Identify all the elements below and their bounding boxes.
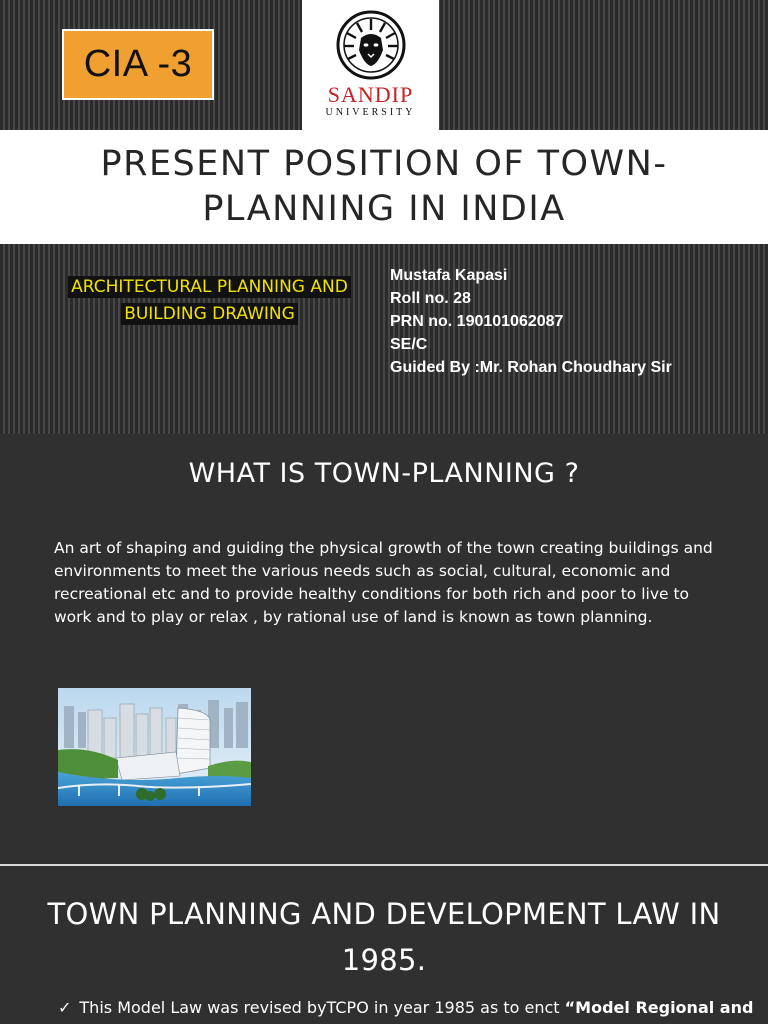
definition-slide	[0, 434, 768, 865]
checkmark-icon: ✓	[58, 998, 72, 1017]
logo-name: SANDIP	[327, 82, 414, 107]
presentation-title: PRESENT POSITION OF TOWN-PLANNING IN INDIA	[100, 144, 668, 229]
subject-text: ARCHITECTURAL PLANNING AND BUILDING DRAWING	[68, 276, 351, 325]
university-logo	[302, 0, 439, 130]
law-slide	[0, 866, 768, 1024]
title-band	[0, 130, 768, 244]
bullet-text: This Model Law was revised byTCPO in year 1985 as to enct	[79, 998, 565, 1017]
subject-label	[57, 274, 362, 328]
slide-heading: TOWN PLANNING AND DEVELOPMENT LAW IN 1985.	[47, 897, 721, 977]
roll-number: Roll no. 28	[390, 290, 471, 307]
guide-name: Guided By :Mr. Rohan Choudhary Sir	[390, 359, 672, 376]
slide-heading: WHAT IS TOWN-PLANNING ?	[188, 458, 580, 489]
prn-number: PRN no. 190101062087	[390, 313, 564, 330]
bullet-bold-text: “Model Regional and	[564, 998, 754, 1017]
cia-badge-label: CIA -3	[83, 43, 193, 85]
class-division: SE/C	[390, 336, 428, 353]
lion-head-icon	[333, 10, 409, 80]
student-name: Mustafa Kapasi	[390, 267, 508, 284]
list-item	[58, 997, 754, 1019]
city-skyline-image	[58, 688, 251, 806]
student-info	[390, 264, 730, 379]
definition-text: An art of shaping and guiding the physical growth of the town creating buildings and environments to meet the various needs such as social, cultural, economic and recreational etc and to provide healthy conditions for both rich and poor to live to work and to play or relax , by rational use of land is known as town planning.	[54, 539, 713, 626]
cia-badge	[62, 29, 214, 100]
logo-subtitle: UNIVERSITY	[325, 107, 416, 118]
title-slide	[0, 0, 768, 434]
